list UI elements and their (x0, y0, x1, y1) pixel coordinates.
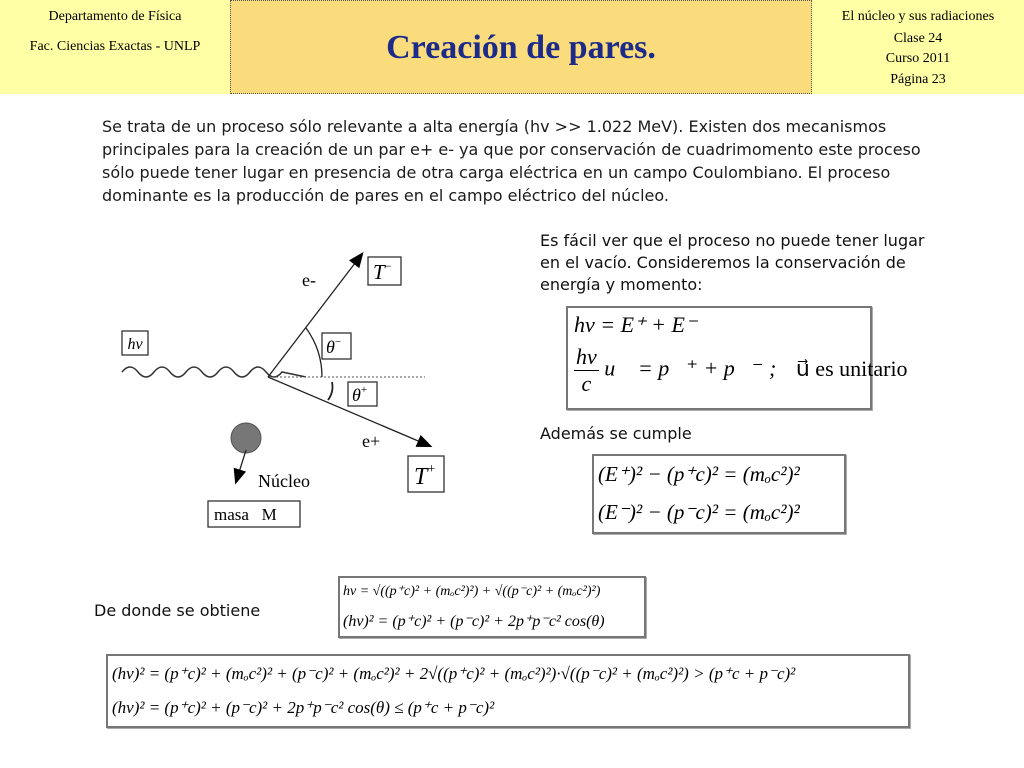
header-title-panel (230, 0, 812, 94)
final-inequality-box (106, 654, 910, 728)
nucleus-label: Núcleo (258, 471, 310, 491)
theta-plus-label: θ+ (352, 384, 368, 405)
fraction-numerator: hv (576, 344, 597, 369)
department-name: Departamento de Física (48, 9, 182, 24)
theta-minus-arc (306, 328, 322, 377)
theta-plus-arc (328, 382, 333, 400)
de-donde-label: De donde se obtiene (94, 601, 261, 620)
intro-line: dominante es la producción de pares en el campo eléctrico del núcleo. (102, 186, 669, 205)
side-text-line: Es fácil ver que el proceso no puede tener lugar (540, 231, 925, 250)
nucleus-recoil-arrow (236, 450, 246, 482)
header-right-panel (812, 0, 1024, 94)
intro-paragraph (102, 115, 982, 207)
intro-line: principales para la creación de un par e+ e- ya que por conservación de cuadrimomento este proceso (102, 140, 921, 159)
course-name: El núcleo y sus radiaciones (841, 9, 995, 24)
faculty-name: Fac. Ciencias Exactas - UNLP (29, 39, 201, 54)
energy-sum-equation: hv = √((p⁺c)² + (mₒc²)²) + √((p⁻c)² + (mₒc²)²) (343, 584, 601, 599)
vacuum-explanation (540, 230, 980, 296)
fraction-denominator: c (581, 371, 592, 396)
positron-invariant-equation: (E⁺)² − (p⁺c)² = (mₒc²)² (598, 462, 800, 486)
strict-inequality-equation: (hv)² = (p⁺c)² + (mₒc²)² + (p⁻c)² + (mₒc²)² + 2√((p⁺c)² + (mₒc²)²)·√((p⁻c)² + (mₒc²)²) > (p⁺c + p⁻c)² (112, 664, 796, 683)
squared-energy-equation: (hv)² = (p⁺c)² + (p⁻c)² + 2p⁺p⁻c² cos(θ) (343, 613, 605, 630)
invariant-equations-box (592, 454, 846, 534)
mass-label: masa M (214, 505, 277, 524)
pair-production-diagram (100, 240, 460, 540)
side-text-line: en el vacío. Consideremos la conservación de (540, 253, 906, 272)
ademas-label: Además se cumple (540, 424, 692, 443)
header-left-panel (0, 0, 230, 94)
photon-wave (122, 367, 306, 377)
hv-over-c-fraction (574, 344, 599, 397)
class-number: Clase 24 (893, 31, 943, 46)
side-text-line: energía y momento: (540, 275, 703, 294)
positron-label: e+ (362, 431, 381, 451)
cosine-inequality-equation: (hv)² = (p⁺c)² + (p⁻c)² + 2p⁺p⁻c² cos(θ) ≤ (p⁺c + p⁻c)² (112, 698, 495, 717)
t-minus-label: T− (373, 259, 392, 284)
page-number: Página 23 (890, 72, 946, 87)
obtained-equations-box (338, 576, 646, 638)
page-title: Creación de pares. (386, 29, 656, 66)
course-year: Curso 2011 (885, 51, 951, 66)
theta-minus-label: θ− (326, 336, 342, 357)
electron-label: e- (302, 270, 316, 290)
nucleus-sphere (231, 423, 261, 453)
momentum-sum: u⃗ = p⃗⁺ + p⃗⁻ ; (604, 355, 777, 381)
unit-vector-note: u⃗ es unitario (795, 355, 908, 381)
energy-conservation-equation: hv = E⁺ + E⁻ (574, 312, 697, 337)
momentum-conservation-equation (574, 344, 908, 397)
intro-line: sólo puede tener lugar en presencia de otra carga eléctrica en un campo Coulombiano. El proceso (102, 163, 891, 182)
conservation-equations-box (566, 306, 908, 410)
electron-invariant-equation: (E⁻)² − (p⁻c)² = (mₒc²)² (598, 500, 800, 524)
photon-label: hv (127, 336, 143, 353)
t-plus-label: T+ (414, 462, 436, 490)
intro-line: Se trata de un proceso sólo relevante a alta energía (hv >> 1.022 MeV). Existen dos mecanismos (102, 117, 887, 136)
